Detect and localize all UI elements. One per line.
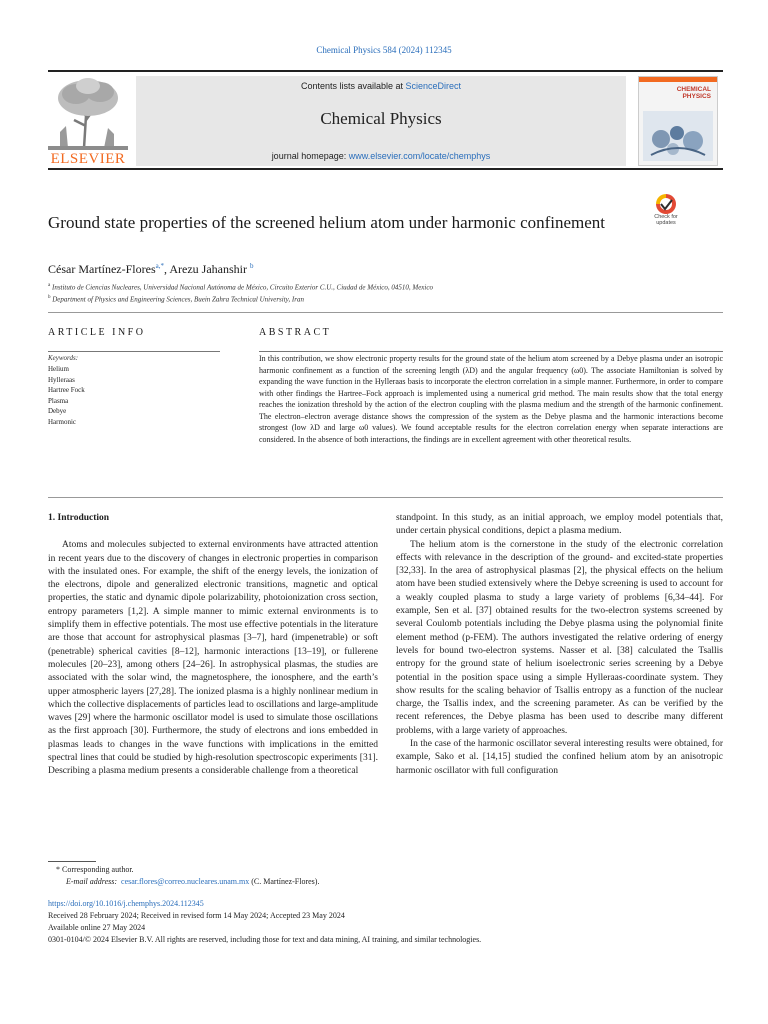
affiliation-text: Department of Physics and Engineering Sciences, Buein Zahra Technical University, Iran bbox=[52, 295, 304, 304]
article-title: Ground state properties of the screened helium atom under harmonic confinement bbox=[48, 213, 606, 232]
author-list bbox=[48, 262, 253, 277]
check-label-line2: updates bbox=[656, 220, 676, 226]
received-dates: Received 28 February 2024; Received in revised form 14 May 2024; Accepted 23 May 2024 bbox=[48, 911, 345, 920]
journal-reference[interactable]: Chemical Physics 584 (2024) 112345 bbox=[316, 45, 452, 55]
elsevier-logo[interactable] bbox=[48, 76, 128, 168]
body-paragraph: In the case of the harmonic oscillator several interesting results were obtained, for example, Sako et al. [14,15] studied the confined helium atom by an anisotropic harmonic oscillator with full configuration bbox=[396, 739, 723, 776]
email-footnote bbox=[66, 877, 319, 886]
check-label-line1: Check for bbox=[654, 214, 678, 220]
author-separator: , bbox=[164, 262, 170, 276]
keyword-list bbox=[48, 364, 85, 427]
homepage-prefix: journal homepage: bbox=[271, 151, 349, 161]
email-label: E-mail address: bbox=[66, 877, 118, 886]
check-for-updates-label[interactable] bbox=[644, 214, 688, 226]
keywords-label: Keywords: bbox=[48, 354, 79, 362]
body-paragraph: Atoms and molecules subjected to external environments have attracted attention in recent years due to the discovery of changes in electronic properties in comparison with the insulated ones. For example, the shift of the energy levels, the ionization of the electrons, dipole and generalized electronic transitions, magnetic and optical properties, the static and dynamic dipole polarizability, photoionization cross section, entropy parameters [1,2]. A simple manner to mimic external environments is to simplify them in effective potentials. The most use effective potentials in the literature are those that account for astrophysical plasmas [3–7], hard (impenetrable) or soft (penetrable) spherical cavities [8–12], harmonic interactions [13–19], or fullerene molecules [20–23], among others [24–26]. In astrophysical plasmas, the studies are associated with the solar wind, the magnetosphere, the ionosphere, and the earth’s upper atmospheric layers [27,28]. The ionized plasma is a highly nonlinear medium in which the collective displacements of particles lead to oscillations and large-amplitude waves [29] where the harmonic oscillator model is used to simulate those oscillations as the first approach [30]. Furthermore, the study of electrons and ions embedded in plasmas leads to changes in the wave functions with implications in the emitted spectral lines that could be studied by high-resolution spectroscopic experiments [31]. Describing a plasma medium presents a considerable challenge from a theoretical bbox=[48, 540, 378, 777]
contents-prefix: Contents lists available at bbox=[300, 81, 406, 91]
affiliation-a bbox=[48, 283, 433, 291]
body-column-right bbox=[396, 512, 723, 778]
elsevier-tree-icon bbox=[48, 76, 128, 150]
masthead-center-panel bbox=[136, 76, 626, 166]
header-divider bbox=[48, 312, 723, 313]
body-paragraph: standpoint. In this study, as an initial approach, we employ model potentials that, under certain physical conditions, depict a plasma medium. bbox=[396, 513, 723, 537]
affiliation-marker: b bbox=[48, 295, 51, 300]
author-email-link[interactable]: cesar.flores@correo.nucleares.unam.mx bbox=[121, 877, 250, 886]
footnote-rule bbox=[48, 861, 96, 862]
affiliation-text: Instituto de Ciencias Nucleares, Universidad Nacional Autónoma de México, Circuito Exterior C.U., Ciudad de México, 04510, Mexico bbox=[51, 283, 433, 292]
body-paragraph: The helium atom is the cornerstone in the study of the electronic correlation effects with relevance in the description of the ground- and excited-state properties [32,33]. In the area of astrophysical plasmas [2], the physical effects on the helium atom have been studied extensively where the Debye screening is used to account for a weakly coupled plasma to study a large variety of problems [6,34–44]. For example, Sen et al. [37] obtained results for the two-electron systems screened by several Coulomb potentials including the Debye plasma using the polynomial finite element method (p-FEM). The authors investigated the relative ordering of energy levels for bound two-electron systems. Nasser et al. [38] calculated the Tsallis entropy for the ground state of helium isoelectronic series screening by a Debye potential in the position space using a simple Hylleraas-coordinate system. They show results for the scaling behavior of Tsallis entropy as a function of the nuclear charge, the Tsallis index, and the screening parameter. As can be verified by the recent references, the Debye plasma has been used to describe many different problems, with a large variety of approaches. bbox=[396, 539, 723, 736]
abstract-heading: ABSTRACT bbox=[259, 327, 332, 338]
abstract-text: In this contribution, we show electronic property results for the ground state of the helium atom screened by a Debye plasma under an isotropic harmonic confinement as a function of the screening length (λD) and the angular frequency (ω0). The associate Hamiltonian is solved by expanding the wave function in the Hylleraas basis to incorporate the electron correlation in a simple manner. Furthermore, in order to compare with other findings the Hartree–Fock approach is implemented using a numerical grid method. The main results show that the total energy reaches the ionization threshold by the action of the electron coupling with the plasma medium and the strength of the harmonic confinement. The electron–electron average distance shows the compression of the system as the Debye plasma and the harmonic interactions become strongest (low λD and large ω0 values). We found acceptable results for the electron correlation energy when separate interactions are considered. In the absence of both interactions, the findings are in excellent agreement with other theoretical results. bbox=[259, 354, 723, 444]
online-date: Available online 27 May 2024 bbox=[48, 923, 146, 932]
cover-top-bar bbox=[639, 77, 718, 82]
abstract-divider bbox=[48, 497, 723, 498]
corresponding-author-note: * Corresponding author. bbox=[56, 865, 134, 874]
section-heading-introduction: 1. Introduction bbox=[48, 513, 110, 523]
author-affiliation-marker[interactable]: a,* bbox=[155, 262, 164, 270]
keyword: Hartree Fock bbox=[48, 386, 85, 394]
article-info-rule bbox=[48, 351, 220, 352]
article-info-heading: ARTICLE INFO bbox=[48, 327, 146, 338]
keyword: Helium bbox=[48, 365, 69, 373]
homepage-line bbox=[136, 151, 626, 161]
journal-cover-thumbnail[interactable] bbox=[638, 76, 718, 166]
author-affiliation-marker[interactable]: b bbox=[249, 262, 254, 270]
masthead-top-rule bbox=[48, 70, 723, 72]
cover-title bbox=[661, 86, 711, 100]
masthead-bottom-rule bbox=[48, 168, 723, 170]
affiliation-b bbox=[48, 295, 304, 303]
cover-title-line2: PHYSICS bbox=[682, 93, 711, 100]
doi-link[interactable]: https://doi.org/10.1016/j.chemphys.2024.112345 bbox=[48, 899, 204, 908]
journal-masthead bbox=[48, 70, 723, 170]
keyword: Debye bbox=[48, 407, 67, 415]
copyright-notice: 0301-0104/© 2024 Elsevier B.V. All rights are reserved, including those for text and data mining, AI training, and similar technologies. bbox=[48, 935, 482, 944]
author-name[interactable]: César Martínez-Flores bbox=[48, 262, 156, 276]
contents-line bbox=[136, 81, 626, 91]
journal-homepage-link[interactable]: www.elsevier.com/locate/chemphys bbox=[348, 151, 491, 161]
cover-title-line1: CHEMICAL bbox=[676, 86, 711, 93]
sciencedirect-link[interactable]: ScienceDirect bbox=[405, 81, 462, 91]
keyword: Hylleraas bbox=[48, 375, 75, 384]
elsevier-wordmark: ELSEVIER bbox=[50, 151, 126, 167]
body-column-left bbox=[48, 512, 378, 779]
abstract-rule bbox=[259, 351, 723, 352]
keyword: Plasma bbox=[48, 396, 69, 405]
keyword: Harmonic bbox=[48, 417, 76, 426]
journal-title: Chemical Physics bbox=[320, 109, 442, 128]
author-name[interactable]: Arezu Jahanshir bbox=[169, 262, 247, 276]
email-suffix: (C. Martínez-Flores). bbox=[249, 877, 320, 886]
affiliation-marker: a bbox=[48, 283, 51, 288]
cover-art-icon bbox=[643, 111, 713, 161]
